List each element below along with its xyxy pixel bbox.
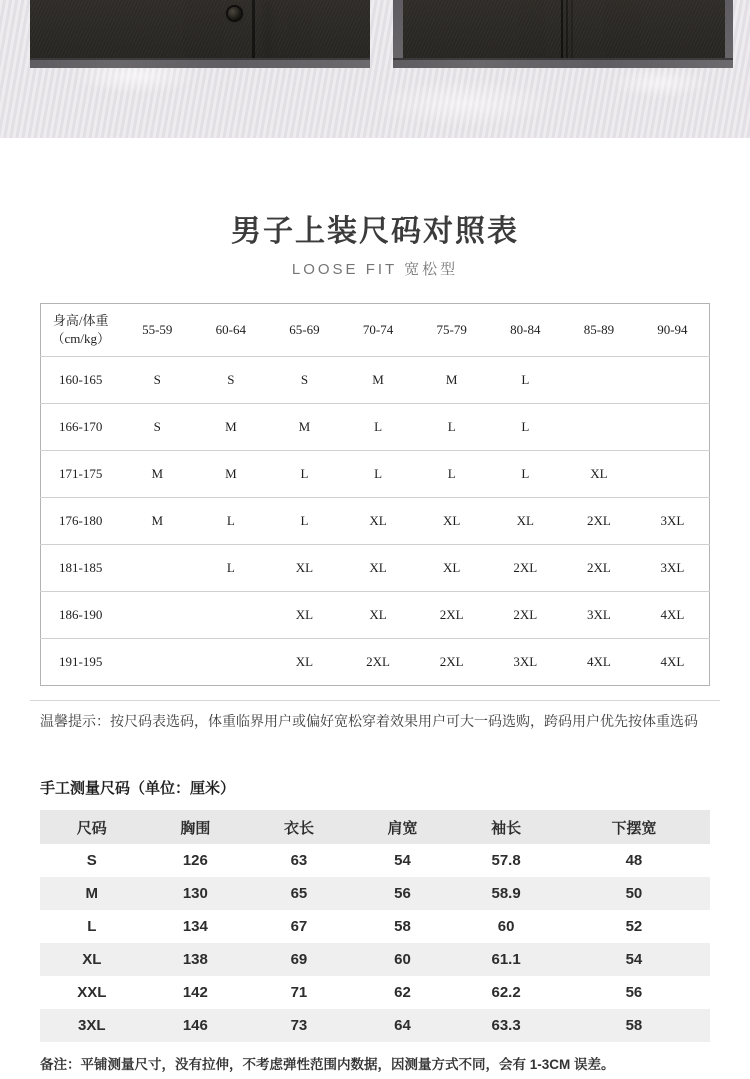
height-row-label: 166-170 (41, 404, 121, 451)
size-cell: S (194, 357, 268, 404)
jacket-button (228, 7, 241, 20)
size-cell: L (341, 451, 415, 498)
size-selection-tip: 温馨提示：按尺码表选码，体重临界用户或偏好宽松穿着效果用户可大一码选购，跨码用户优先按体重选码 (40, 713, 698, 729)
measure-col-header: 袖长 (454, 810, 558, 844)
size-cell: 2XL (489, 545, 563, 592)
measure-value: 58 (625, 1017, 643, 1034)
measure-value: 54 (625, 951, 643, 968)
measure-value: 56 (394, 885, 411, 902)
measure-row (40, 1009, 710, 1042)
size-chart-row (41, 592, 710, 639)
size-cell: L (489, 357, 563, 404)
size-cell: 3XL (636, 545, 710, 592)
size-cell: S (268, 357, 342, 404)
weight-col-header: 90-94 (657, 322, 688, 337)
size-cell: XL (489, 498, 563, 545)
measure-table (40, 810, 710, 1042)
corner-header-line1: 身高/体重 (52, 313, 109, 328)
height-row-label: 181-185 (41, 545, 121, 592)
measure-value: 69 (290, 951, 308, 968)
height-row-label: 176-180 (41, 498, 121, 545)
product-photo-right (393, 0, 733, 68)
measure-size-label: XXL (77, 984, 107, 1001)
photo-left-hem-edge (30, 58, 370, 68)
size-cell (636, 404, 710, 451)
size-cell (562, 404, 636, 451)
size-cell (194, 592, 268, 639)
size-cell: 4XL (636, 592, 710, 639)
measure-value: 65 (290, 885, 308, 902)
measure-value: 63.3 (491, 1017, 521, 1034)
measure-value: 62.2 (491, 984, 521, 1001)
measure-value: 58.9 (491, 885, 521, 902)
size-chart-row (41, 357, 710, 404)
measure-value: 126 (182, 852, 208, 869)
measure-note: 备注：平铺测量尺寸，没有拉伸，不考虑弹性范围内数据，因测量方式不同，会有 1-3CM 误差。 (40, 1057, 615, 1072)
size-cell: XL (268, 592, 342, 639)
product-photo-left (30, 0, 370, 68)
measure-size-label: M (85, 885, 99, 902)
size-chart-corner-header (41, 304, 121, 357)
size-cell: 2XL (341, 639, 415, 686)
measure-value: 61.1 (491, 951, 521, 968)
measure-size-label: L (87, 918, 97, 935)
measure-value: 62 (394, 984, 411, 1001)
measure-row (40, 877, 710, 910)
height-row-label: 191-195 (41, 639, 121, 686)
size-cell: 2XL (415, 639, 489, 686)
measure-row (40, 976, 710, 1009)
size-cell: S (120, 404, 194, 451)
measure-value: 64 (394, 1017, 411, 1034)
measure-header-row (40, 810, 710, 844)
size-cell: S (120, 357, 194, 404)
weight-col-header: 75-79 (436, 322, 467, 337)
measure-col-header: 下摆宽 (558, 810, 710, 844)
size-cell: L (341, 404, 415, 451)
measure-size-label: XL (82, 951, 102, 968)
measure-size-label: 3XL (78, 1017, 106, 1034)
measure-value: 142 (182, 984, 208, 1001)
size-cell: 2XL (562, 545, 636, 592)
measure-value: 56 (625, 984, 643, 1001)
size-cell (194, 639, 268, 686)
size-cell: XL (341, 498, 415, 545)
measure-value: 73 (290, 1017, 308, 1034)
size-cell: 3XL (562, 592, 636, 639)
size-cell: L (415, 451, 489, 498)
measure-section-title: 手工测量尺码（单位：厘米） (40, 780, 236, 797)
measure-value: 146 (182, 1017, 208, 1034)
size-cell (120, 639, 194, 686)
measure-value: 57.8 (491, 852, 521, 869)
measure-value: 138 (182, 951, 208, 968)
measure-col-header: 胸围 (144, 810, 248, 844)
size-cell: XL (268, 545, 342, 592)
size-cell (636, 451, 710, 498)
measure-value: 134 (182, 918, 208, 935)
measure-value: 54 (394, 852, 411, 869)
measure-value: 60 (497, 918, 515, 935)
jacket-zipper-seam (561, 0, 563, 60)
corner-header-line2: （cm/kg） (51, 331, 110, 346)
photo-right-hem-edge (393, 58, 733, 68)
measure-col-header: 尺码 (40, 810, 144, 844)
section-divider (30, 700, 720, 701)
size-cell: L (489, 404, 563, 451)
measure-col-header: 肩宽 (351, 810, 455, 844)
measure-col-header: 衣长 (247, 810, 351, 844)
size-cell: 3XL (636, 498, 710, 545)
weight-col-header: 70-74 (362, 322, 394, 337)
measure-value: 60 (394, 951, 411, 968)
size-cell: L (268, 498, 342, 545)
size-cell: L (194, 545, 268, 592)
size-cell (120, 592, 194, 639)
size-cell: 2XL (489, 592, 563, 639)
size-cell: M (120, 451, 194, 498)
measure-size-label: S (86, 852, 97, 869)
height-row-label: 186-190 (41, 592, 121, 639)
size-cell: XL (415, 545, 489, 592)
weight-col-header: 55-59 (142, 322, 173, 337)
size-chart-header-row (41, 304, 710, 357)
size-chart-row (41, 451, 710, 498)
height-row-label: 171-175 (41, 451, 121, 498)
size-cell: XL (341, 592, 415, 639)
size-cell: L (415, 404, 489, 451)
size-cell: M (120, 498, 194, 545)
size-cell: L (268, 451, 342, 498)
size-cell: L (194, 498, 268, 545)
weight-col-header: 60-64 (215, 322, 247, 337)
size-cell (636, 357, 710, 404)
size-cell: M (268, 404, 342, 451)
size-cell: XL (415, 498, 489, 545)
page-subtitle: LOOSE FIT 宽松型 (291, 261, 459, 278)
size-chart-row (41, 498, 710, 545)
weight-col-header: 65-69 (289, 322, 320, 337)
size-chart-row (41, 404, 710, 451)
size-cell: XL (341, 545, 415, 592)
size-cell: 2XL (562, 498, 636, 545)
size-cell: M (194, 451, 268, 498)
size-chart-table (40, 303, 710, 686)
measure-value: 130 (182, 885, 208, 902)
measure-value: 50 (625, 885, 643, 902)
size-cell: L (489, 451, 563, 498)
product-photos-banner (0, 0, 750, 138)
measure-value: 58 (394, 918, 411, 935)
measure-value: 48 (625, 852, 643, 869)
jacket-placket-shadow (252, 0, 255, 60)
measure-row (40, 844, 710, 877)
size-cell: 3XL (489, 639, 563, 686)
size-cell: M (415, 357, 489, 404)
size-cell: XL (268, 639, 342, 686)
size-cell: 2XL (415, 592, 489, 639)
size-cell: 4XL (636, 639, 710, 686)
measure-value: 63 (290, 852, 308, 869)
measure-value: 67 (290, 918, 308, 935)
size-cell: XL (562, 451, 636, 498)
size-chart-row (41, 545, 710, 592)
measure-value: 52 (625, 918, 643, 935)
size-chart-row (41, 639, 710, 686)
size-cell (562, 357, 636, 404)
size-cell (120, 545, 194, 592)
size-cell: 4XL (562, 639, 636, 686)
weight-col-header: 80-84 (510, 322, 541, 337)
measure-row (40, 943, 710, 976)
weight-col-header: 85-89 (583, 322, 615, 337)
size-cell: M (341, 357, 415, 404)
measure-value: 71 (290, 984, 308, 1001)
page-title: 男子上装尺码对照表 (231, 215, 519, 248)
size-cell: M (194, 404, 268, 451)
measure-row (40, 910, 710, 943)
height-row-label: 160-165 (41, 357, 121, 404)
